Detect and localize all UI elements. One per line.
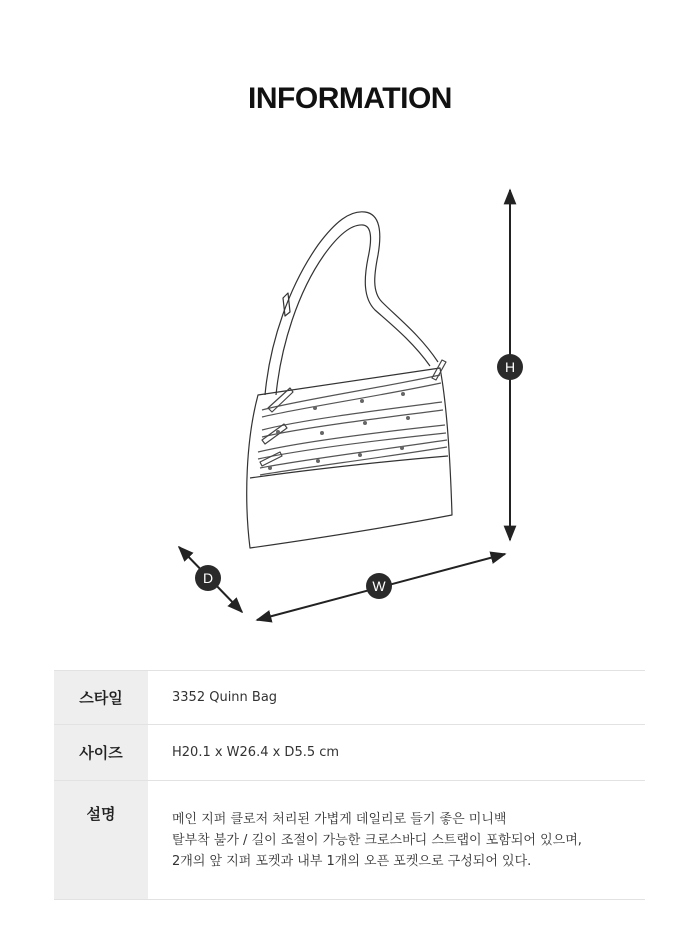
description-line: 2개의 앞 지퍼 포켓과 내부 1개의 오픈 포켓으로 구성되어 있다. [172,853,532,869]
table-row [54,671,645,725]
description-line: 탈부착 불가 / 길이 조절이 가능한 크로스바디 스트랩이 포함되어 있으며, [172,832,582,848]
width-label: W [372,578,386,594]
row-value-description [148,781,645,900]
row-key-size: 사이즈 [54,725,148,781]
bag-dimension-diagram [150,170,550,640]
product-info-table [54,670,645,900]
description-line: 메인 지퍼 클로저 처리된 가볍게 데일리로 들기 좋은 미니백 [172,811,507,827]
height-label: H [504,359,516,375]
zipper-bands [258,375,447,475]
row-value-style: 3352 Quinn Bag [148,671,645,725]
row-key-description: 설명 [54,781,148,900]
table-row [54,781,645,900]
bag-strap [265,212,438,395]
depth-label: D [202,570,214,586]
page-title: INFORMATION [248,82,452,115]
table-row [54,725,645,781]
row-value-size: H20.1 x W26.4 x D5.5 cm [148,725,645,781]
row-key-style: 스타일 [54,671,148,725]
bag-illustration [247,212,452,548]
